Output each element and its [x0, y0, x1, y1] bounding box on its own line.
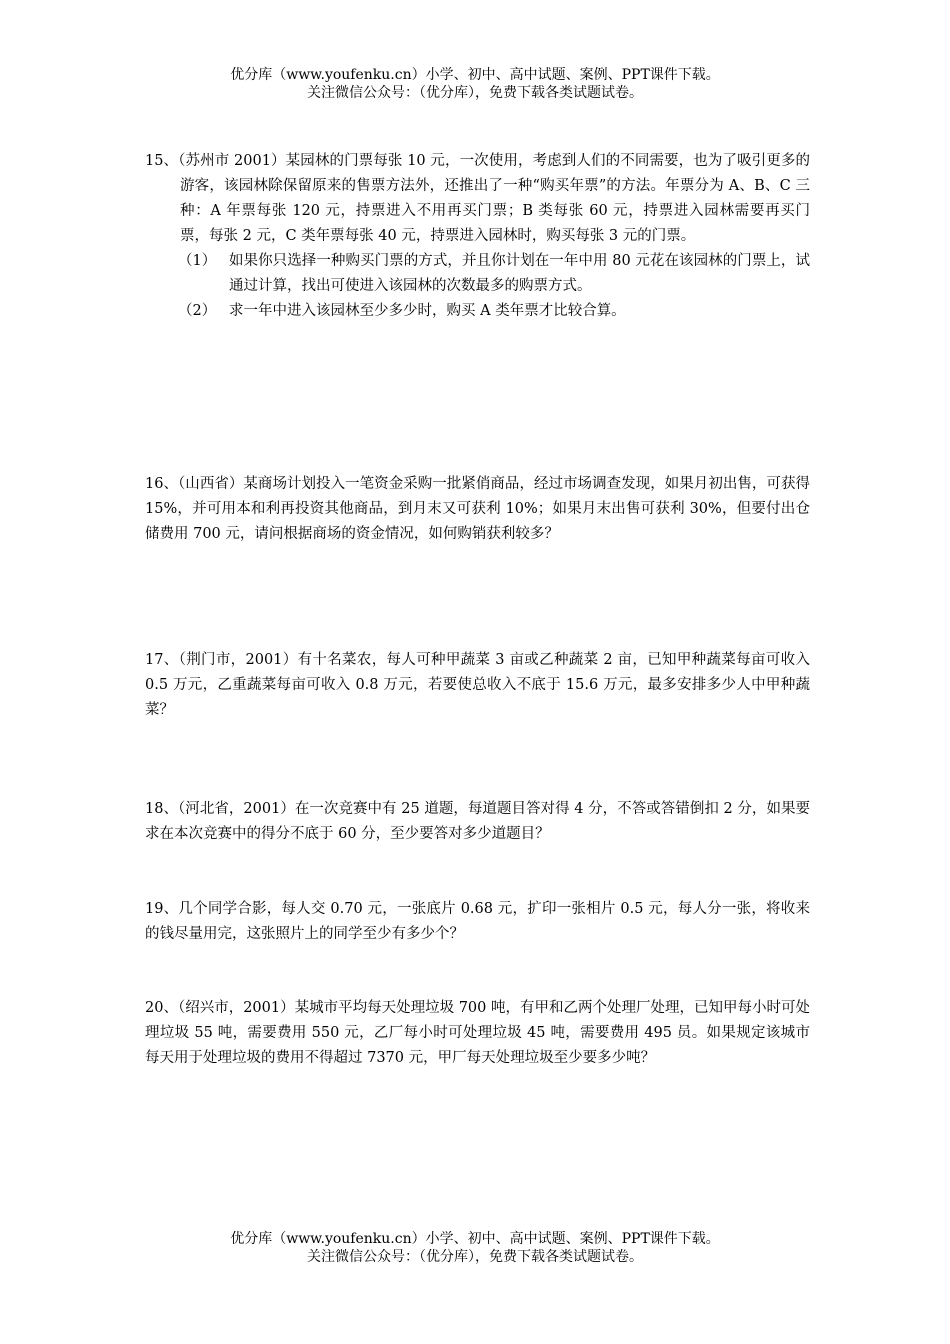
question-15-part-1-number: （1）: [178, 253, 217, 269]
question-19: [145, 897, 810, 947]
question-15: [145, 149, 810, 324]
question-15-part-2-text: 求一年中进入该园林至少多少时，购买 A 类年票才比较合算。: [229, 303, 626, 319]
page-footer: [0, 1230, 950, 1266]
question-18: [145, 797, 810, 847]
question-16: [145, 472, 810, 547]
question-15-part-1: [145, 249, 810, 299]
question-19-text: 19、几个同学合影，每人交 0.70 元，一张底片 0.68 元，扩印一张相片 0.5 元，每人分一张，将收来的钱尽量用完，这张照片上的同学至少有多少个？: [145, 901, 810, 942]
question-17: [145, 648, 810, 723]
question-20: [145, 996, 810, 1071]
question-15-part-2: [145, 299, 810, 324]
footer-line-2: 关注微信公众号：（优分库），免费下载各类试题试卷。: [307, 1249, 643, 1265]
page-header: [0, 66, 950, 102]
question-15-part-1-text: 如果你只选择一种购买门票的方式，并且你计划在一年中用 80 元花在该园林的门票上，试通过计算，找出可使进入该园林的次数最多的购票方式。: [229, 253, 810, 294]
question-17-text: 17、（荆门市，2001）有十名菜农，每人可种甲蔬菜 3 亩或乙种蔬菜 2 亩，已知甲种蔬菜每亩可收入 0.5 万元，乙重蔬菜每亩可收入 0.8 万元，若要使总收入不底于 15.6 万元，最多安排多少人中甲种蔬菜？: [145, 652, 810, 718]
question-18-text: 18、（河北省，2001）在一次竞赛中有 25 道题，每道题目答对得 4 分，不答或答错倒扣 2 分，如果要求在本次竞赛中的得分不底于 60 分，至少要答对多少道题目？: [145, 801, 810, 842]
question-16-text: 16、（山西省）某商场计划投入一笔资金采购一批紧俏商品，经过市场调查发现，如果月初出售，可获得 15%，并可用本和利再投资其他商品，到月末又可获利 10%；如果月末出售可获利 30%，但要付出仓储费用 700 元，请问根据商场的资金情况，如何购销获利较多？: [145, 476, 810, 542]
question-15-part-2-number: （2）: [178, 303, 217, 319]
header-line-2: 关注微信公众号：（优分库），免费下载各类试题试卷。: [307, 85, 643, 101]
question-15-text: 15、（苏州市 2001）某园林的门票每张 10 元，一次使用，考虑到人们的不同需要，也为了吸引更多的游客，该园林除保留原来的售票方法外，还推出了一种“购买年票”的方法。年票分为 A、B、C 三种：A 年票每张 120 元，持票进入不用再买门票；B 类每张 60 元，持票进入园林需要再买门票，每张 2 元，C 类年票每张 40 元，持票进入园林时，购买每张 3 元的门票。: [145, 153, 810, 244]
header-line-1: 优分库（www.youfenku.cn）小学、初中、高中试题、案例、PPT课件下载。: [230, 67, 720, 83]
footer-line-1: 优分库（www.youfenku.cn）小学、初中、高中试题、案例、PPT课件下载。: [230, 1231, 720, 1247]
question-20-text: 20、（绍兴市，2001）某城市平均每天处理垃圾 700 吨，有甲和乙两个处理厂处理，已知甲每小时可处理垃圾 55 吨，需要费用 550 元，乙厂每小时可处理垃圾 45 吨，需要费用 495 员。如果规定该城市每天用于处理垃圾的费用不得超过 7370 元，甲厂每天处理垃圾至少要多少吨？: [145, 1000, 810, 1066]
